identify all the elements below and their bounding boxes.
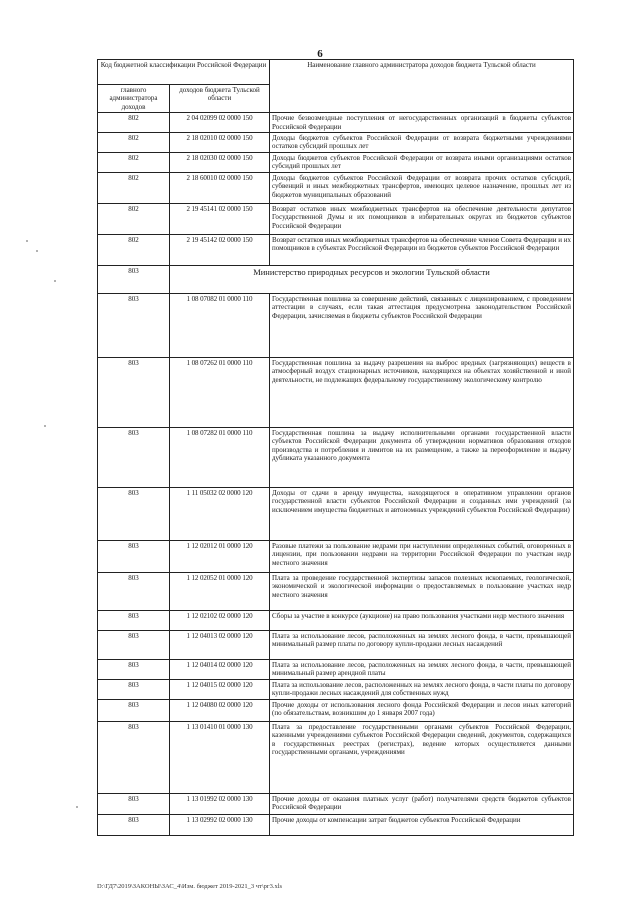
revenue-code-cell: 1 12 02102 02 0000 120 (170, 610, 270, 630)
description-cell: Доходы от сдачи в аренду имущества, находящегося в оперативном управлении органов государственной власти субъектов Российской Федерации и созданных ими учреждений (за исключением имущества бюджетных и автономных учреждений субъектов Российской Федерации) (270, 487, 574, 540)
table-row (98, 630, 574, 659)
scan-speck (26, 240, 28, 242)
admin-code-cell: 803 (98, 487, 170, 540)
admin-code-cell: 803 (98, 357, 170, 427)
description-cell: Плата за использование лесов, расположенных на землях лесного фонда, в части, превышающей минимальный размер платы по договору купли-продажи лесных насаждений (270, 630, 574, 659)
table-row (98, 610, 574, 630)
revenue-code-cell: 1 13 01992 02 0000 130 (170, 793, 270, 814)
admin-code-cell: 803 (98, 679, 170, 699)
admin-code-cell: 802 (98, 113, 170, 133)
description-cell: Плата за использование лесов, расположенных на землях лесного фонда, в части платы по договору купли-продажи лесных насаждений для собственных нужд (270, 679, 574, 699)
administrator-name-header: Наименование главного администратора доходов бюджета Тульской области (270, 60, 574, 113)
admin-code-cell: 803 (98, 793, 170, 814)
revenue-code-cell: 1 12 04013 02 0000 120 (170, 630, 270, 659)
description-cell: Государственная пошлина за выдачу разрешения на выброс вредных (загрязняющих) веществ в атмосферный воздух стационарных источников, находящихся на объектах хозяйственной и иной деятельности, не подлежащих федеральному государственному экологическому контролю (270, 357, 574, 427)
admin-code-cell: 802 (98, 132, 170, 152)
revenue-code-cell: 2 18 60010 02 0000 150 (170, 172, 270, 203)
ministry-title: Министерство природных ресурсов и экологии Тульской области (170, 265, 574, 293)
description-cell: Разовые платежи за пользование недрами при наступлении определенных событий, оговоренных в лицензии, при пользовании недрами на территории Российской Федерации по участкам недр местного значения (270, 540, 574, 572)
admin-code-cell: 803 (98, 721, 170, 793)
description-cell: Возврат остатков иных межбюджетных трансфертов на обеспечение деятельности депутатов Государственной Думы и их помощников в избирательных округах из бюджетов субъектов Российской Федерации (270, 203, 574, 234)
admin-code-cell: 803 (98, 265, 170, 293)
table-row (98, 293, 574, 357)
table-row (98, 699, 574, 721)
revenue-code-cell: 1 12 04015 02 0000 120 (170, 679, 270, 699)
scan-speck (36, 250, 38, 252)
page-number: 6 (317, 48, 323, 60)
ministry-row (98, 265, 574, 293)
revenue-code-cell: 1 08 07282 01 0000 110 (170, 427, 270, 487)
revenue-code-cell: 1 13 02992 02 0000 130 (170, 814, 270, 835)
revenue-code-cell: 1 12 02012 01 0000 120 (170, 540, 270, 572)
description-cell: Прочие безвозмездные поступления от негосударственных организаций в бюджеты субъектов Российской Федерации (270, 113, 574, 133)
revenue-code-cell: 1 12 04014 02 0000 120 (170, 659, 270, 679)
admin-code-cell: 803 (98, 814, 170, 835)
table-row (98, 572, 574, 610)
table-row (98, 357, 574, 427)
revenue-code-cell: 1 13 01410 01 0000 130 (170, 721, 270, 793)
description-cell: Государственная пошлина за выдачу исполнительными органами государственной власти субъектов Российской Федерации документа об утверждении нормативов образования отходов производства и потребления и лимитов на их размещение, а также за переоформление и выдачу дубликата указанного документа (270, 427, 574, 487)
table-row (98, 659, 574, 679)
revenue-code-cell: 1 08 07082 01 0000 110 (170, 293, 270, 357)
description-cell: Плата за использование лесов, расположенных на землях лесного фонда, в части, превышающей минимальный размер арендной платы (270, 659, 574, 679)
description-cell: Доходы бюджетов субъектов Российской Федерации от возврата бюджетными учреждениями остатков субсидий прошлых лет (270, 132, 574, 152)
revenue-administrators-table (97, 59, 574, 836)
table-row (98, 203, 574, 234)
admin-code-cell: 803 (98, 630, 170, 659)
scan-speck (76, 806, 78, 808)
table-row (98, 172, 574, 203)
admin-code-cell: 803 (98, 610, 170, 630)
chief-admin-header: главного администратора доходов (98, 85, 170, 113)
revenue-code-header: доходов бюджета Тульской области (170, 85, 270, 113)
description-cell: Прочие доходы от компенсации затрат бюджетов субъектов Российской Федерации (270, 814, 574, 835)
scan-speck (54, 280, 56, 282)
description-cell: Плата за предоставление государственными органами субъектов Российской Федерации, казенными учреждениями субъектов Российской Федерации сведений, документов, содержащихся в государственных реестрах (регистрах), ведение которых осуществляется данными государственными органами, учреждениями (270, 721, 574, 793)
table-row (98, 152, 574, 172)
scan-speck (44, 425, 46, 427)
table-row (98, 793, 574, 814)
revenue-code-cell: 2 04 02099 02 0000 150 (170, 113, 270, 133)
table-row (98, 540, 574, 572)
table-row (98, 814, 574, 835)
revenue-code-cell: 2 19 45142 02 0000 150 (170, 234, 270, 265)
description-cell: Возврат остатков иных межбюджетных трансфертов на обеспечение членов Совета Федерации и их помощников в субъектах Российской Федерации из бюджетов субъектов Российской Федерации (270, 234, 574, 265)
revenue-code-cell: 1 12 04080 02 0000 120 (170, 699, 270, 721)
revenue-code-cell: 2 18 02010 02 0000 150 (170, 132, 270, 152)
table-row (98, 487, 574, 540)
admin-code-cell: 802 (98, 234, 170, 265)
revenue-code-cell: 1 12 02052 01 0000 120 (170, 572, 270, 610)
description-cell: Прочие доходы от оказания платных услуг (работ) получателями средств бюджетов субъектов Российской Федерации (270, 793, 574, 814)
description-cell: Сборы за участие в конкурсе (аукционе) на право пользования участками недр местного значения (270, 610, 574, 630)
table-row (98, 113, 574, 133)
revenue-code-cell: 1 11 05032 02 0000 120 (170, 487, 270, 540)
classification-code-header: Код бюджетной классификации Российской Федерации (98, 60, 270, 85)
admin-code-cell: 802 (98, 172, 170, 203)
revenue-code-cell: 2 18 02030 02 0000 150 (170, 152, 270, 172)
admin-code-cell: 803 (98, 293, 170, 357)
revenue-code-cell: 2 19 45141 02 0000 150 (170, 203, 270, 234)
table-row (98, 721, 574, 793)
admin-code-cell: 802 (98, 203, 170, 234)
table-row (98, 679, 574, 699)
admin-code-cell: 803 (98, 659, 170, 679)
table-row (98, 234, 574, 265)
revenue-code-cell: 1 08 07262 01 0000 110 (170, 357, 270, 427)
admin-code-cell: 802 (98, 152, 170, 172)
description-cell: Доходы бюджетов субъектов Российской Федерации от возврата прочих остатков субсидий, субвенций и иных межбюджетных трансфертов, имеющих целевое назначение, прошлых лет из бюджетов муниципальных образований (270, 172, 574, 203)
admin-code-cell: 803 (98, 699, 170, 721)
file-path-footer: D:\ГД7\2019\ЗАКОНЫ\ЗАС_4\Изм. бюджет 2019-2021_3 чт\рг3.xls (97, 883, 283, 890)
description-cell: Прочие доходы от использования лесного фонда Российской Федерации и лесов иных категорий (по обязательствам, возникшим до 1 января 2007 года) (270, 699, 574, 721)
admin-code-cell: 803 (98, 427, 170, 487)
description-cell: Плата за проведение государственной экспертизы запасов полезных ископаемых, геологической, экономической и экологической информации о предоставляемых в пользование участках недр местного значения (270, 572, 574, 610)
description-cell: Государственная пошлина за совершение действий, связанных с лицензированием, с проведением аттестации в случаях, если такая аттестация предусмотрена законодательством Российской Федерации, зачисляемая в бюджеты субъектов Российской Федерации (270, 293, 574, 357)
admin-code-cell: 803 (98, 572, 170, 610)
description-cell: Доходы бюджетов субъектов Российской Федерации от возврата иными организациями остатков субсидий прошлых лет (270, 152, 574, 172)
table-row (98, 427, 574, 487)
table-row (98, 132, 574, 152)
admin-code-cell: 803 (98, 540, 170, 572)
